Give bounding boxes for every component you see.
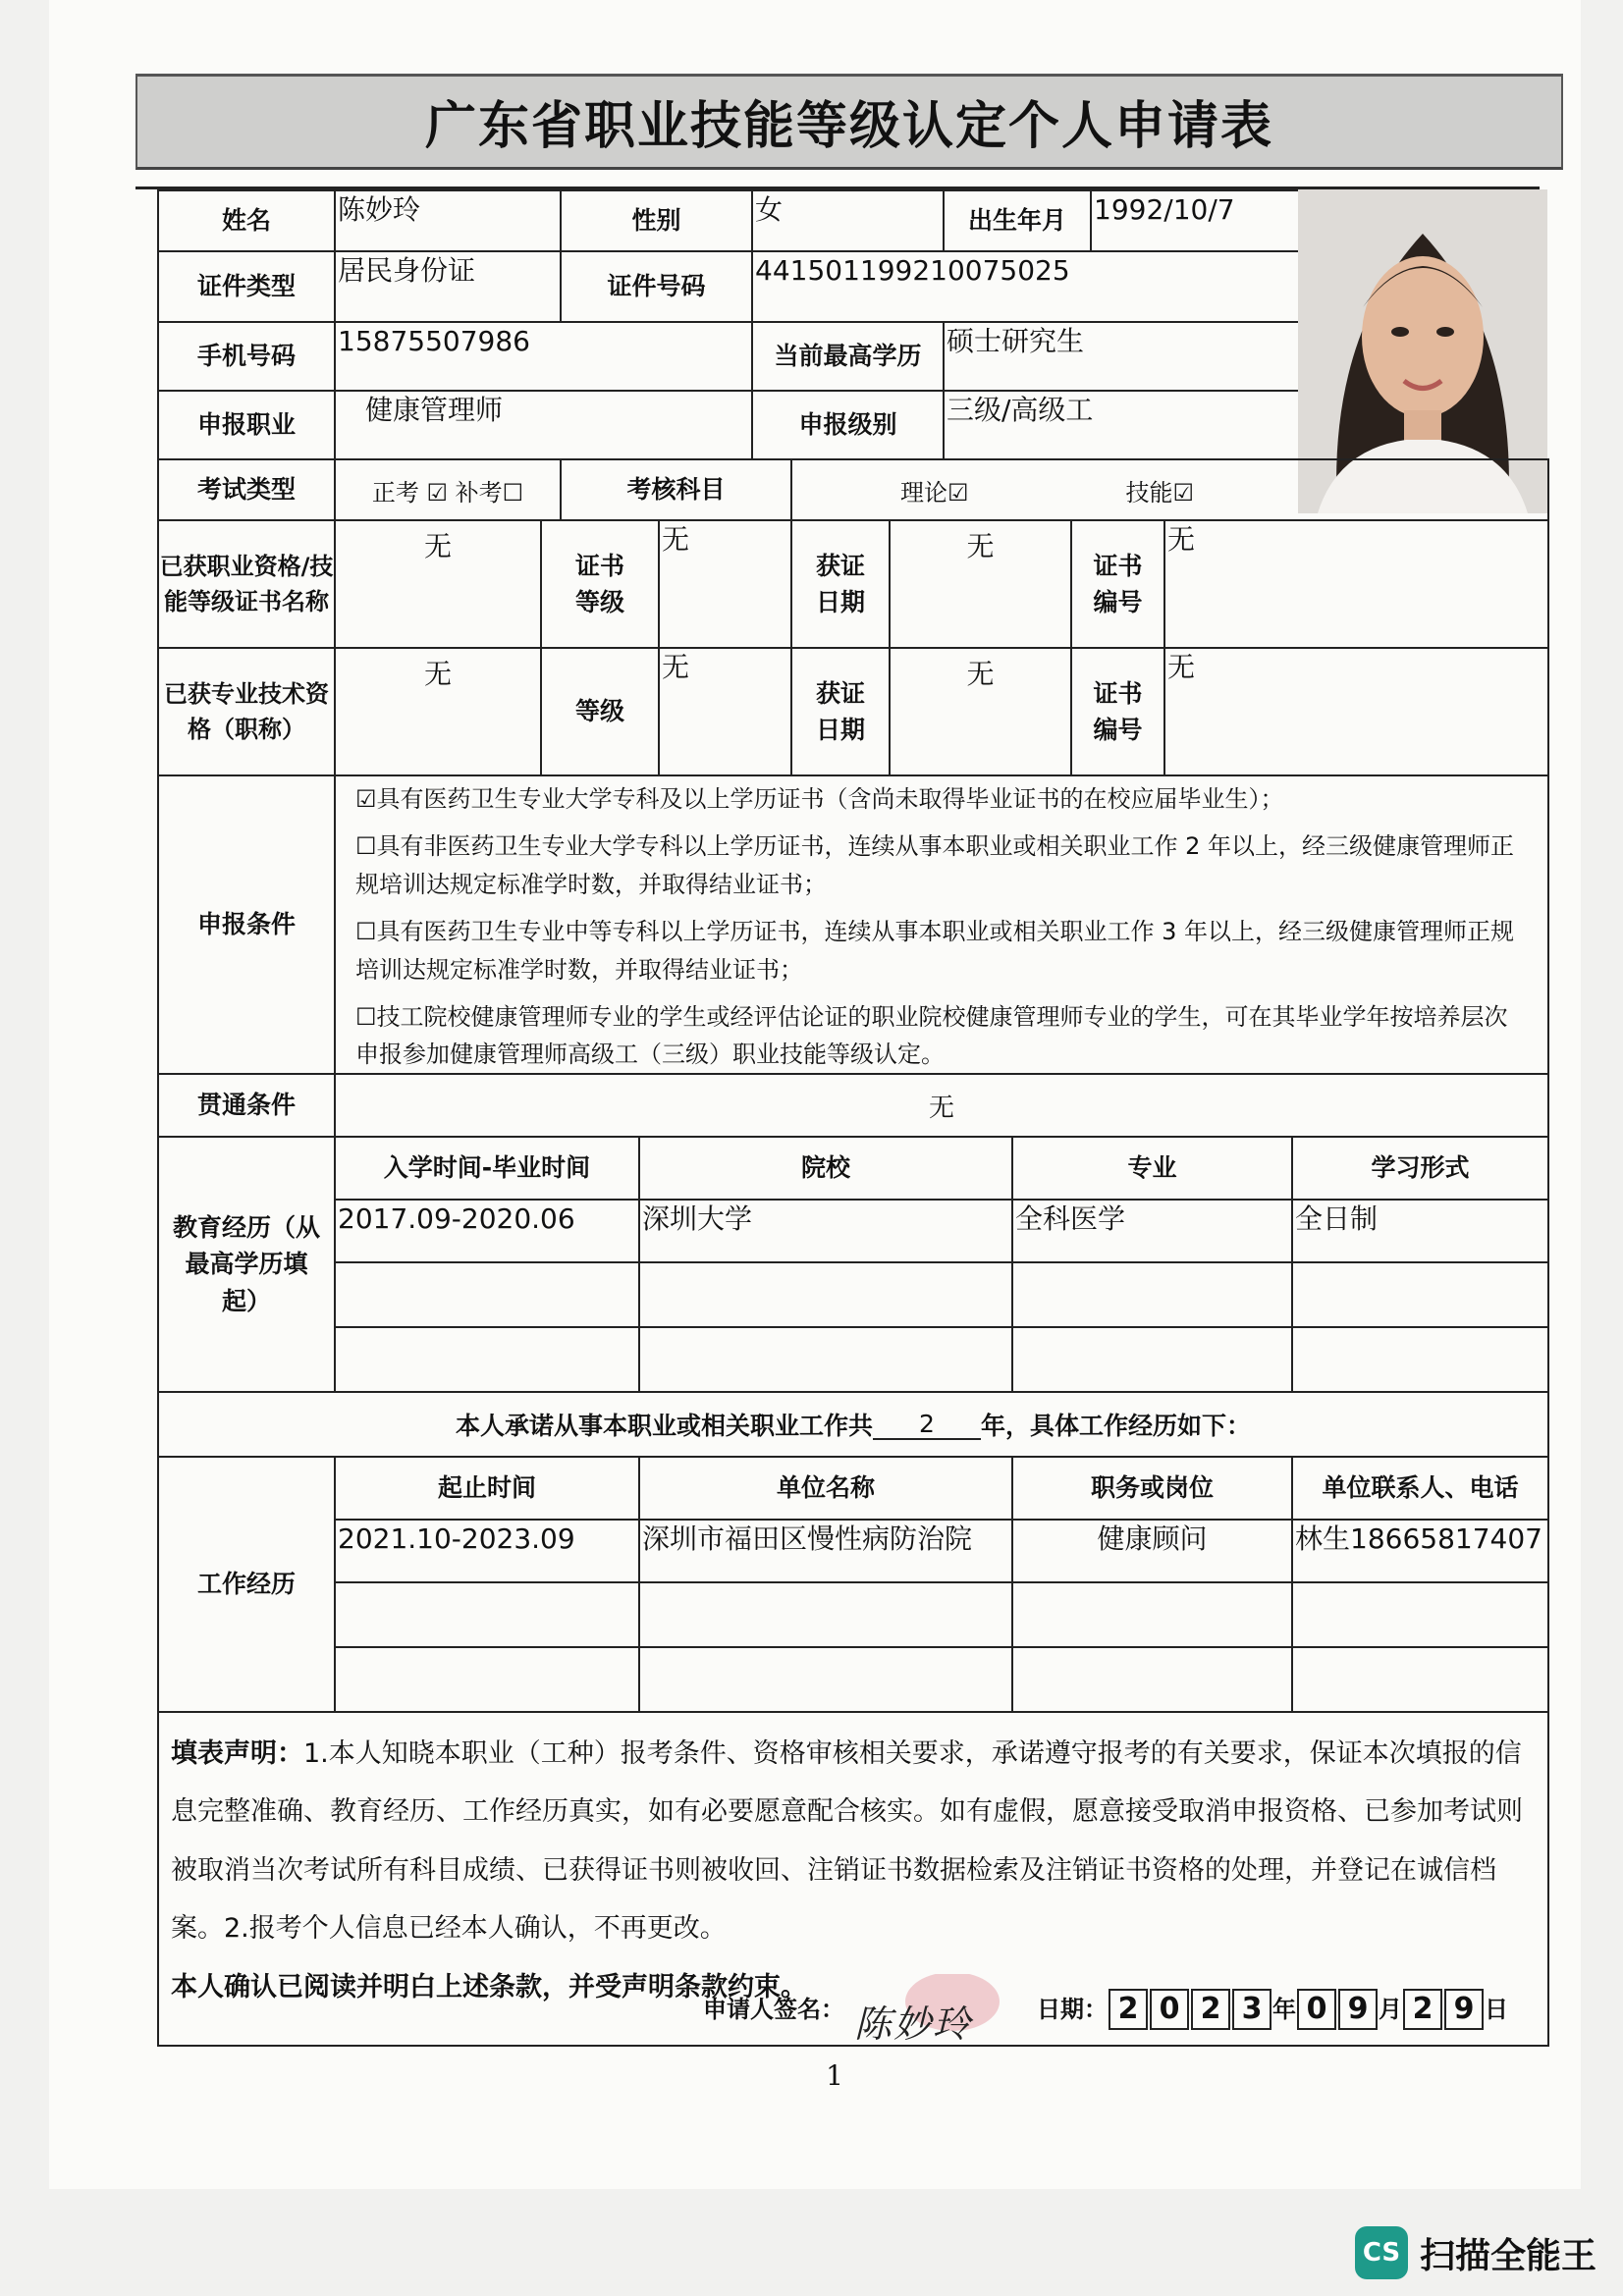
title-bar [135,74,1563,170]
cs-logo-icon: CS [1355,2226,1408,2279]
edu-empty-cell [638,1261,1013,1328]
edu-header-mode: 学习形式 [1291,1136,1549,1201]
work-header-unit: 单位名称 [638,1456,1013,1521]
work-row-contact: 林生18665817407 [1291,1519,1549,1583]
page-number: 1 [826,2059,843,2092]
cert1-date: 无 [889,519,1072,649]
edu-empty-cell [334,1326,640,1393]
exam-subject-value [790,458,1549,521]
id-type-value: 居民身份证 [334,250,562,323]
day-unit: 日 [1485,1995,1508,2023]
work-empty-cell [1291,1646,1549,1713]
cert2-no: 无 [1163,647,1549,776]
condition-item-1: ☑具有医药卫生专业大学专科及以上学历证书（含尚未取得毕业证书的在校应届毕业生）； [355,785,1284,813]
declaration-confirm: 本人确认已阅读并明白上述条款，并受声明条款约束。 [171,1971,807,2002]
edu-empty-cell [334,1261,640,1328]
year-digit: 3 [1232,1989,1271,2030]
edu-header-school: 院校 [638,1136,1013,1201]
work-label: 工作经历 [157,1456,336,1713]
cert1-date-label: 获证日期 [790,519,891,649]
year-digit: 2 [1191,1989,1230,2030]
promise-suffix: 年，具体工作经历如下： [981,1412,1252,1440]
promise-row [157,1391,1549,1458]
cert2-date-label: 获证日期 [790,647,891,776]
cert2-grade-label: 等级 [540,647,660,776]
edu-row-mode: 全日制 [1291,1199,1549,1263]
level-value: 三级/高级工 [943,390,1301,460]
cert1-no-label: 证书编号 [1070,519,1165,649]
id-no-label: 证件号码 [560,250,753,323]
edu-header-period: 入学时间-毕业时间 [334,1136,640,1201]
gender-label: 性别 [560,189,753,252]
edu-empty-cell [638,1326,1013,1393]
phone-label: 手机号码 [157,321,336,392]
name-label: 姓名 [157,189,336,252]
edu-header-major: 专业 [1011,1136,1293,1201]
edu-row-period: 2017.09-2020.06 [334,1199,640,1263]
cert2-label: 已获专业技术资格（职称） [157,647,336,776]
work-empty-cell [334,1646,640,1713]
theory-checkbox: 理论☑ [900,478,969,507]
brand-name: 扫描全能王 [1420,2235,1597,2276]
exam-subject-label: 考核科目 [560,458,792,521]
signature-row [703,1980,1508,2046]
skill-checkbox: 技能☑ [1125,478,1195,507]
work-empty-cell [334,1581,640,1648]
cert1-grade: 无 [658,519,792,649]
sign-label: 申请人签名： [703,1995,844,2023]
work-row-position: 健康顾问 [1011,1519,1293,1583]
guantong-label: 贯通条件 [157,1073,336,1138]
job-label: 申报职业 [157,390,336,460]
edu-row-major: 全科医学 [1011,1199,1293,1263]
id-type-label: 证件类型 [157,250,336,323]
cert1-grade-label: 证书等级 [540,519,660,649]
work-row-period: 2021.10-2023.09 [334,1519,640,1583]
conditions-list [334,774,1549,1075]
work-empty-cell [638,1646,1013,1713]
name-value: 陈妙玲 [334,189,562,252]
condition-item-4: ☐技工院校健康管理师专业的学生或经评估论证的职业院校健康管理师专业的学生，可在其毕业学年按培养层次申报参加健康管理师高级工（三级）职业技能等级认定。 [355,1002,1508,1069]
id-no-value: 441501199210075025 [751,250,1301,323]
declaration-head: 填表声明： [171,1738,303,1769]
year-digit: 0 [1150,1989,1189,2030]
phone-value: 15875507986 [334,321,753,392]
year-unit: 年 [1272,1995,1296,2023]
promise-prefix: 本人承诺从事本职业或相关职业工作共 [455,1412,873,1440]
scanner-brand [1355,2226,1596,2279]
gender-value: 女 [751,189,945,252]
birth-value: 1992/10/7 [1090,189,1301,252]
work-header-position: 职务或岗位 [1011,1456,1293,1521]
cert2-no-label: 证书编号 [1070,647,1165,776]
edu-row-school: 深圳大学 [638,1199,1013,1263]
cert1-label: 已获职业资格/技能等级证书名称 [157,519,336,649]
signature: 陈妙玲 [854,2002,973,2046]
exam-type-label: 考试类型 [157,458,336,521]
edu-empty-cell [1011,1326,1293,1393]
level-label: 申报级别 [751,390,945,460]
work-empty-cell [638,1581,1013,1648]
month-unit: 月 [1379,1995,1402,2023]
date-label: 日期： [1037,1995,1108,2023]
exam-type-value: 正考 ☑ 补考☐ [334,458,562,521]
cert1-no: 无 [1163,519,1549,649]
work-row-unit: 深圳市福田区慢性病防治院 [638,1519,1013,1583]
month-digit: 0 [1297,1989,1336,2030]
day-digit: 2 [1403,1989,1442,2030]
declaration-box [157,1711,1549,2047]
guantong-value: 无 [334,1073,1549,1138]
education-label: 教育经历（从最高学历填起） [157,1136,336,1393]
work-header-period: 起止时间 [334,1456,640,1521]
edu-label: 当前最高学历 [751,321,945,392]
month-digit: 9 [1338,1989,1378,2030]
edu-empty-cell [1291,1326,1549,1393]
cert2-grade: 无 [658,647,792,776]
conditions-label: 申报条件 [157,774,336,1075]
condition-item-3: ☐具有医药卫生专业中等专科以上学历证书，连续从事本职业或相关职业工作 3 年以上，经三级健康管理师正规培训达规定标准学时数，并取得结业证书； [355,918,1515,984]
year-digit: 2 [1109,1989,1148,2030]
declaration-text [171,1725,1536,1958]
condition-item-2: ☐具有非医药卫生专业大学专科以上学历证书，连续从事本职业或相关职业工作 2 年以上，经三级健康管理师正规培训达规定标准学时数，并取得结业证书； [355,832,1515,898]
job-value: 健康管理师 [334,390,753,460]
edu-empty-cell [1291,1261,1549,1328]
edu-empty-cell [1011,1261,1293,1328]
cert1-name: 无 [334,519,542,649]
work-empty-cell [1011,1646,1293,1713]
cert2-name: 无 [334,647,542,776]
birth-label: 出生年月 [943,189,1092,252]
cert2-date: 无 [889,647,1072,776]
form-title: 广东省职业技能等级认定个人申请表 [424,97,1273,156]
declaration-body: 1.本人知晓本职业（工种）报考条件、资格审核相关要求，承诺遵守报考的有关要求，保证本次填报的信息完整准确、教育经历、工作经历真实，如有必要愿意配合核实。如有虚假，愿意接受取消申报资格、已参加考试则被取消当次考试所有科目成绩、已获得证书则被收回、注销证书数据检索及注销证书资格的处理，并登记在诚信档案。2.报考个人信息已经本人确认，不再更改。 [171,1738,1523,1945]
work-empty-cell [1291,1581,1549,1648]
day-digit: 9 [1444,1989,1484,2030]
promise-years: 2 [873,1410,981,1440]
work-header-contact: 单位联系人、电话 [1291,1456,1549,1521]
work-empty-cell [1011,1581,1293,1648]
signature-area [844,1980,1031,2046]
edu-value: 硕士研究生 [943,321,1301,392]
